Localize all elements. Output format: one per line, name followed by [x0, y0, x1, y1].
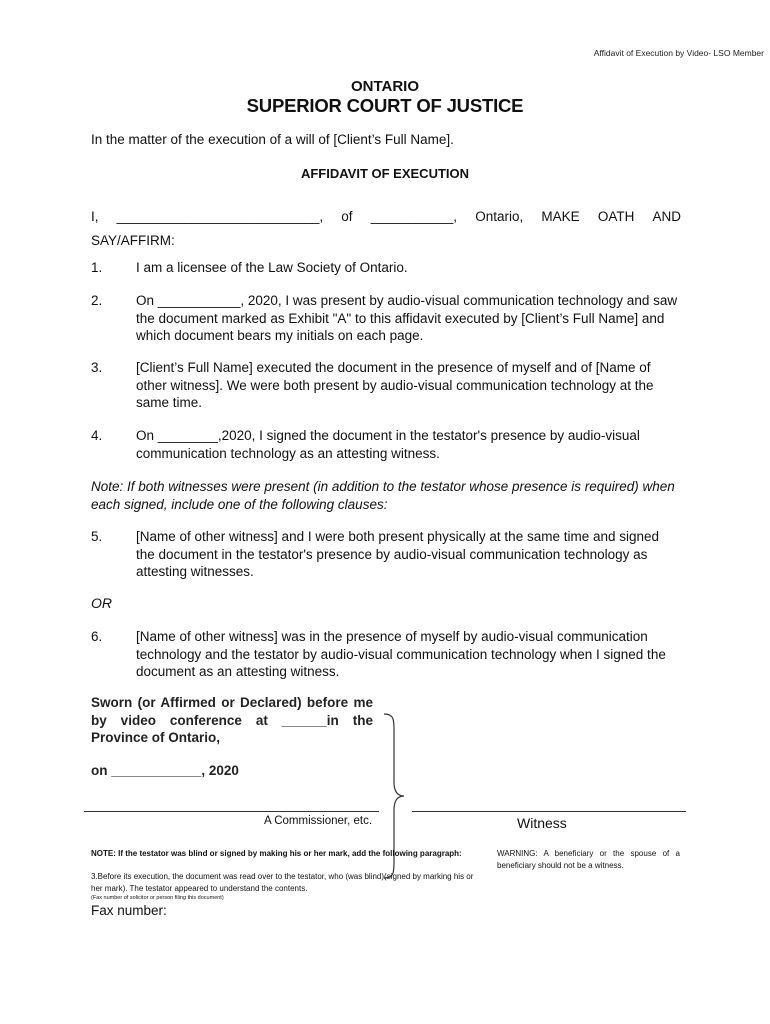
document-title: AFFIDAVIT OF EXECUTION	[300, 166, 470, 181]
deponent-word: MAKE	[541, 209, 580, 224]
paragraph-text: On ________,2020, I signed the document in the testator's presence by audio-visual communication technology as an attesting witness.	[136, 428, 640, 461]
jurat-date: on ____________, 2020	[91, 763, 239, 778]
deponent-continuation: SAY/AFFIRM:	[91, 233, 175, 248]
or-separator: OR	[91, 595, 112, 611]
deponent-city-blank: ___________,	[370, 209, 458, 224]
warning-text: WARNING: A beneficiary or the spouse of a beneficiary should not be a witness.	[497, 849, 680, 870]
page-header-note: Affidavit of Execution by Video- LSO Member	[593, 48, 764, 58]
brace-bracket	[380, 700, 410, 890]
witness-note: Note: If both witnesses were present (in addition to the testator whose presence is required) when each signed, include one of the following clauses:	[91, 479, 675, 512]
clause-text: [Name of other witness] and I were both present physically at the same time and signed the document in the testator's presence by audio-visual communication technology as attesting witnesses.	[136, 529, 660, 579]
clause-5	[91, 528, 681, 581]
jurat-text: Sworn (or Affirmed or Declared) before me by video conference at ______in the Province of Ontario,	[91, 695, 373, 745]
clause-number: 5.	[91, 529, 103, 544]
commissioner-label: A Commissioner, etc.	[264, 815, 373, 827]
fax-caption: (Fax number of solicitor or person filing this document)	[91, 895, 224, 901]
deponent-word: AND	[652, 209, 681, 224]
court-heading: SUPERIOR COURT OF JUSTICE	[246, 95, 524, 116]
paragraph-number: 1.	[91, 260, 103, 275]
deponent-word: I,	[91, 209, 99, 224]
deponent-name-blank: ___________________________,	[116, 209, 324, 224]
clause-number: 6.	[91, 629, 103, 644]
commissioner-signature-line	[84, 811, 379, 812]
paragraph-text: On ___________, 2020, I was present by audio-visual communication technology and saw the document marked as Exhibit "A" to this affidavit executed by [Client’s Full Name] and which document bears my initials on each page.	[136, 293, 678, 343]
blind-note-heading: NOTE: If the testator was blind or signed by making his or her mark, add the following paragraph:	[91, 849, 462, 858]
paragraph-4	[91, 427, 681, 462]
clause-text: [Name of other witness] was in the presence of myself by audio-visual communication technology and the testator by audio-visual communication technology when I signed the document as an attesting witness.	[136, 629, 666, 679]
paragraph-number: 4.	[91, 428, 103, 443]
witness-signature-line	[412, 811, 686, 812]
deponent-word: OATH	[597, 209, 635, 224]
paragraph-number: 3.	[91, 360, 103, 375]
matter-line: In the matter of the execution of a will of [Client’s Full Name].	[91, 132, 454, 147]
paragraph-1	[91, 259, 681, 277]
clause-6	[91, 628, 681, 681]
paragraph-2	[91, 292, 681, 345]
province-heading: ONTARIO	[350, 78, 420, 95]
fax-number-label: Fax number:	[91, 903, 167, 918]
paragraph-3	[91, 359, 681, 412]
paragraph-text: I am a licensee of the Law Society of Ontario.	[136, 260, 408, 275]
witness-label: Witness	[517, 815, 567, 831]
paragraph-text: [Client’s Full Name] executed the document in the presence of myself and of [Name of other witness]. We were both present by audio-visual communication technology at the same time.	[136, 360, 654, 410]
deponent-line	[91, 209, 681, 224]
paragraph-number: 2.	[91, 293, 103, 308]
deponent-word: Ontario,	[475, 209, 524, 224]
blind-note-text: 3.Before its execution, the document was read over to the testator, who (was blind)(signed by marking his or her mark). The testator appeared to understand the contents.	[91, 872, 474, 893]
deponent-word: of	[341, 209, 353, 224]
